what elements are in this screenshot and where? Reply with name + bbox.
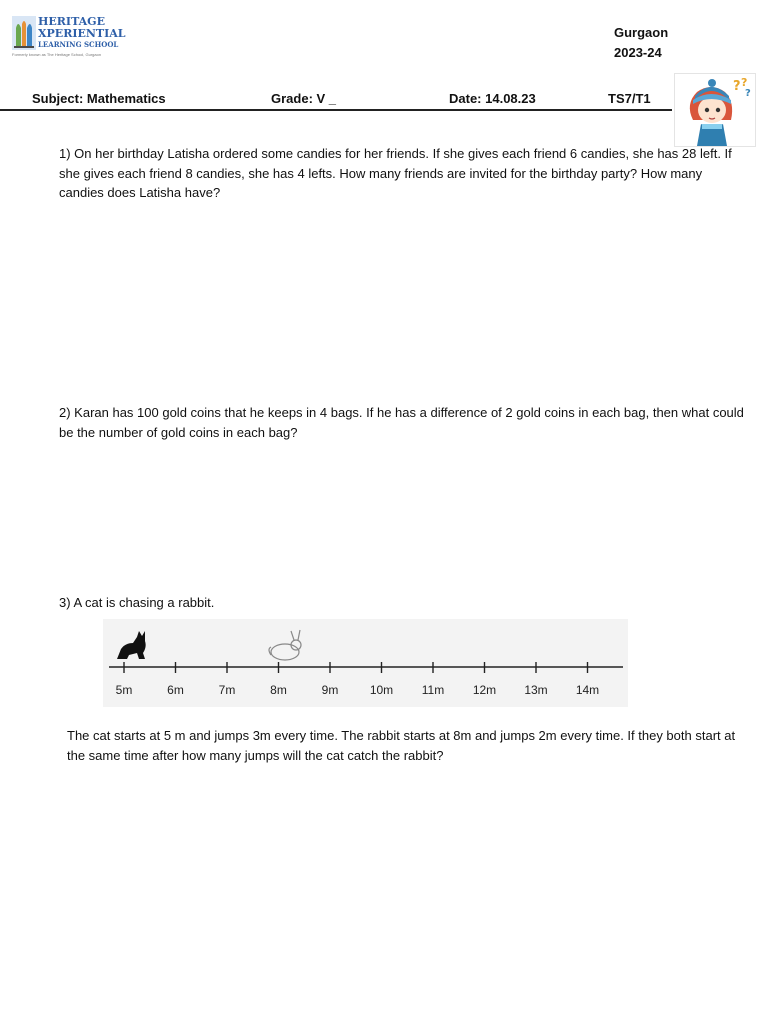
city: Gurgaon [614,25,669,40]
question-3-intro: 3) A cat is chasing a rabbit. [59,595,215,610]
tick-label: 8m [270,683,287,697]
grade-label: Grade: V _ [271,91,337,106]
tick-label: 9m [321,683,339,697]
svg-text:?: ? [741,76,748,89]
rabbit-icon [269,630,301,660]
svg-text:?: ? [745,88,751,99]
tick-label: 12m [472,683,497,697]
question-2: 2) Karan has 100 gold coins that he keeps in 4 bags. If he has a difference of 2 gold coins in each bag, then what could be the number of gold coins in each bag? [59,405,744,440]
tick-label: 7m [218,683,236,697]
logo-line-1: HERITAGE [38,15,105,28]
subject-label: Subject: Mathematics [32,91,166,106]
thinking-girl-icon [675,74,755,146]
number-line-figure [103,619,628,707]
logo-line-3: LEARNING SCHOOL [38,40,119,49]
logo-tagline: Formerly known as The Heritage School, Gurgaon [12,52,102,57]
tick-label: 11m [421,683,445,697]
worksheet-code: TS7/T1 [608,91,651,106]
logo-line-2: XPERIENTIAL [38,27,126,40]
tick-label: 5m [115,683,133,697]
thinking-girl-illustration [674,73,756,147]
date-label: Date: 14.08.23 [449,91,536,106]
tick-label: 6m [167,683,184,697]
question-3-body: The cat starts at 5 m and jumps 3m every time. The rabbit starts at 8m and jumps 2m every time. If they both start at the same time after how many jumps will the cat catch the rabbit? [67,728,736,763]
svg-text:?: ? [733,79,741,94]
header-divider [0,109,672,111]
tick-label: 10m [369,683,394,697]
school-logo [12,14,126,60]
school-crest-icon [12,16,36,50]
tick-label: 14m [575,683,600,697]
academic-year: 2023-24 [614,45,662,60]
tick-label: 13m [524,683,548,697]
cat-icon [117,631,146,659]
number-line [103,619,628,707]
question-1: 1) On her birthday Latisha ordered some candies for her friends. If she gives each friend 6 candies, she has 28 left. If she gives each friend 8 candies, she has 4 lefts. How many friends are invited for the birthday party? How many candies does Latisha have? [59,146,732,200]
